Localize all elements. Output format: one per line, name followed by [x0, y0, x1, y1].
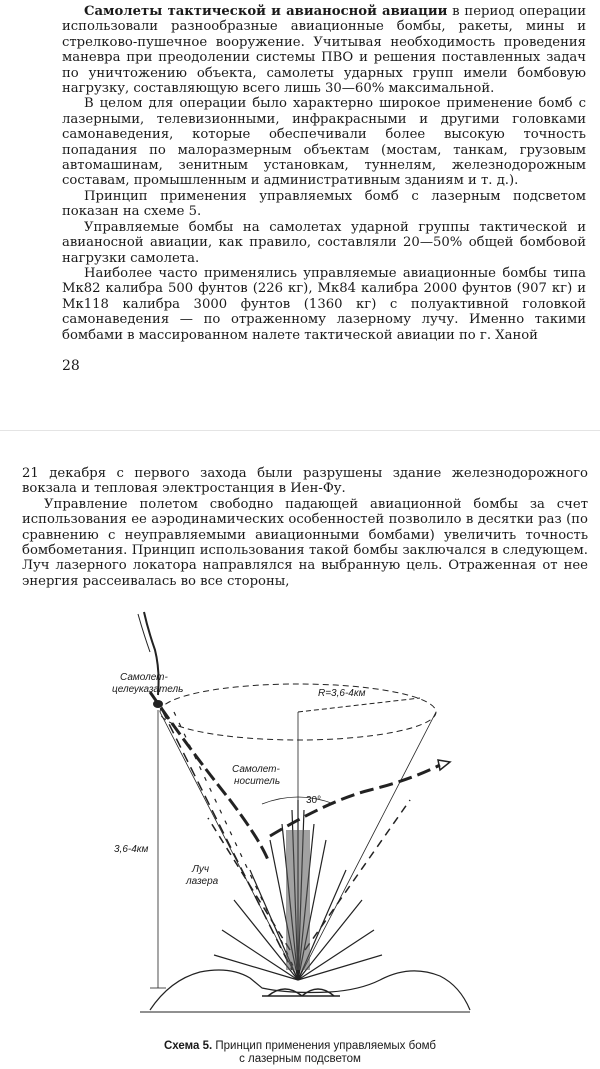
radius-label: R=3,6-4км [318, 688, 366, 699]
book-page-top [0, 0, 600, 410]
carrier-flight-path [270, 765, 440, 836]
radius-line [298, 698, 420, 712]
paragraph-3: Принцип применения управляемых бомб с лазерным подсветом показан на схеме 5. [62, 188, 586, 220]
paragraph-7: Управление полетом свободно падающей авиационной бомбы за счет использования ее аэродинамических особенностей позволило в десятки раз (по сравнению с неуправляемыми авиационными бомбами) увеличить точность бомбометания. Принцип использования такой бомбы заключался в следующем. Луч лазерного локатора направлялся на выбранную цель. Отраженная от нее энергия рассеивалась во все стороны, [22, 496, 588, 589]
page-bottom-text [22, 466, 588, 589]
carrier-label-line2: носитель [234, 776, 281, 787]
paragraph-6: 21 декабря с первого захода были разрушены здание железнодорожного вокзала и тепловая электростанция в Иен-Фу. [22, 466, 588, 497]
reflected-beam-left [208, 818, 290, 950]
paragraph-5: Наиболее часто применялись управляемые авиационные бомбы типа Мк82 калибра 500 фунтов (226 кг), Мк84 калибра 2000 фунтов (907 кг) и Мк118 калибра 3000 фунтов (1360 кг) с полуактивной головкой самонаведения — по отраженному лазерному лучу. Именно такими бомбами в массированном налете тактической авиации по г. Ханой [62, 265, 586, 343]
beam-label-line2: лазера [186, 876, 219, 887]
designator-flight-path-inner [138, 614, 150, 652]
caption-line-2: с лазерным подсветом [239, 1053, 361, 1065]
height-label: 3,6-4км [114, 844, 149, 855]
cone-line-right [298, 712, 436, 980]
paragraph-2: В целом для операции было характерно широкое применение бомб с лазерными, телевизионными, инфракрасными и другими головками самонаведения, которые обеспечивали более высокую точность попадания по малоразмерным объектам (мостам, танкам, грузовым автомашинам, зенитным установкам, туннелям, железнодорожным составам, промышленным и административным зданиям и т. д.). [62, 96, 586, 189]
caption-figure-number: Схема 5. [164, 1040, 213, 1052]
explosion-core [286, 830, 310, 970]
page-top-text [62, 4, 586, 343]
laser-beam-line [162, 710, 292, 970]
figure-caption [0, 1040, 600, 1066]
paragraph-1-bold-lead: Самолеты тактической и авианосной авиации [84, 4, 448, 19]
designator-label-line2: целеуказатель [112, 684, 184, 695]
page-number: 28 [62, 358, 80, 374]
paragraph-4: Управляемые бомбы на самолетах ударной группы тактической и авианосной авиации, как правило, составляли 20—50% общей бомбовой нагрузки самолета. [62, 219, 586, 266]
designator-label-line1: Самолет- [120, 672, 168, 683]
carrier-label-line1: Самолет- [232, 764, 280, 775]
paragraph-1-text: в период операции использовали разнообразные авиационные бомбы, ракеты, мины и стрелково-пушечное вооружение. Учитывая необходимость проведения маневра при преодолении системы ПВО и решения поставленных задач по уничтожению объекта, самолеты ударных групп имели бомбовую нагрузку, составляющую всего лишь 30—60% максимальной. [62, 4, 586, 97]
beam-label-line1: Луч [192, 864, 210, 875]
angle-label: 30° [306, 795, 322, 806]
laser-guided-bomb-diagram [0, 600, 600, 1040]
paragraph-1 [62, 4, 586, 96]
caption-line-1: Принцип применения управляемых бомб [212, 1040, 436, 1052]
